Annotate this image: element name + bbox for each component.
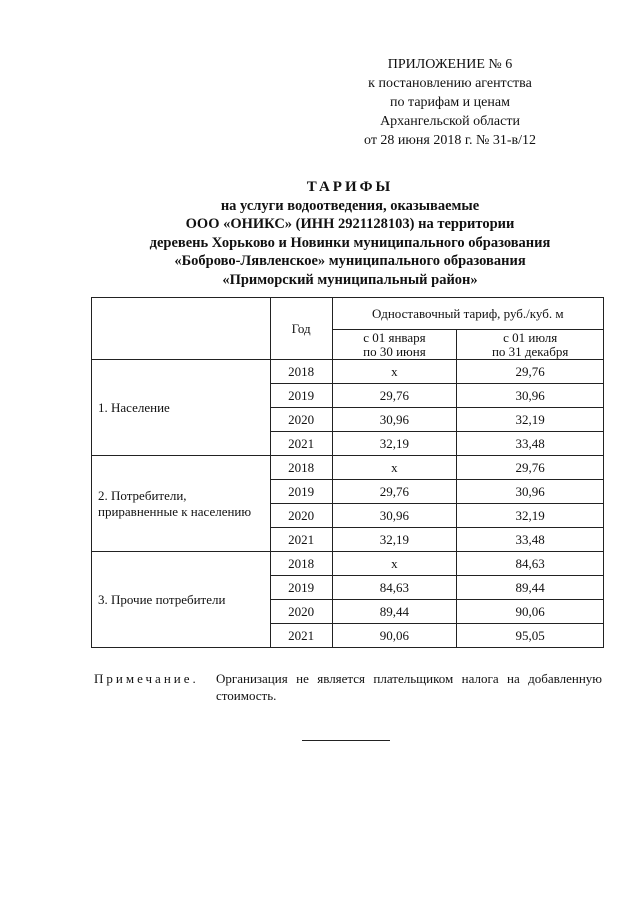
tariff-cell-h1: 90,06: [332, 624, 457, 648]
tariff-cell-h2: 29,76: [457, 456, 604, 480]
category-cell: [92, 456, 271, 552]
appendix-number: ПРИЛОЖЕНИЕ № 6: [387, 57, 513, 72]
year-cell: 2019: [270, 480, 332, 504]
category-label: приравненные к населению: [98, 503, 252, 519]
header-period-2-line: с 01 июля: [503, 329, 558, 345]
tariff-cell-h1: 84,63: [332, 576, 457, 600]
header-period-2-line: по 31 декабря: [491, 343, 569, 359]
tariff-cell-h2: 33,48: [457, 528, 604, 552]
tariff-cell-h2: 32,19: [457, 504, 604, 528]
year-cell: 2020: [270, 600, 332, 624]
tariff-cell-h1: 32,19: [332, 528, 457, 552]
title-line: «Боброво-Лявленское» муниципального образования: [174, 253, 526, 269]
appendix-date: от 28 июня 2018 г. № 31-в/12: [364, 133, 536, 148]
note-label: Примечание.: [94, 671, 199, 686]
tariff-cell-h2: 30,96: [457, 384, 604, 408]
tariff-table: [91, 297, 604, 648]
page-title: ТАРИФЫ: [306, 179, 394, 195]
tariff-cell-h1: 29,76: [332, 384, 457, 408]
tariff-cell-h2: 32,19: [457, 408, 604, 432]
tariff-cell-h1: х: [332, 456, 457, 480]
category-label: 3. Прочие потребители: [98, 591, 226, 607]
category-label: 2. Потребители,: [98, 487, 187, 503]
tariff-cell-h2: 29,76: [457, 360, 604, 384]
tariff-cell-h2: 90,06: [457, 600, 604, 624]
header-tariff: Одноставочный тариф, руб./куб. м: [332, 298, 603, 330]
tariff-cell-h1: х: [332, 360, 457, 384]
closing-divider: [302, 740, 390, 741]
year-cell: 2019: [270, 576, 332, 600]
appendix-line: по тарифам и ценам: [390, 95, 510, 110]
tariff-cell-h1: 30,96: [332, 408, 457, 432]
header-period-1: [332, 330, 457, 360]
tariff-cell-h2: 33,48: [457, 432, 604, 456]
year-cell: 2021: [270, 432, 332, 456]
year-cell: 2018: [270, 456, 332, 480]
title-line: «Приморский муниципальный район»: [222, 271, 478, 288]
header-period-1-line: с 01 января: [363, 329, 426, 345]
year-cell: 2018: [270, 360, 332, 384]
year-cell: 2019: [270, 384, 332, 408]
header-period-1-line: по 30 июня: [363, 343, 426, 359]
title-line: деревень Хорьково и Новинки муниципального образования: [149, 234, 551, 251]
tariff-cell-h2: 89,44: [457, 576, 604, 600]
year-cell: 2021: [270, 624, 332, 648]
appendix-line: к постановлению агентства: [368, 76, 532, 91]
category-cell: [92, 552, 271, 648]
table-row: [92, 456, 604, 480]
note-text: Организация не является плательщиком налога на добавленную стоимость.: [216, 671, 602, 703]
tariff-cell-h1: х: [332, 552, 457, 576]
header-year: Год: [270, 298, 332, 360]
tariff-cell-h1: 29,76: [332, 480, 457, 504]
year-cell: 2020: [270, 408, 332, 432]
tariff-cell-h1: 30,96: [332, 504, 457, 528]
appendix-header: [330, 55, 570, 150]
category-label: 1. Население: [98, 399, 170, 415]
tariff-cell-h1: 89,44: [332, 600, 457, 624]
header-period-2: [457, 330, 604, 360]
title-line: ООО «ОНИКС» (ИНН 2921128103) на территории: [185, 216, 515, 232]
table-row: [92, 360, 604, 384]
table-row: [92, 552, 604, 576]
tariff-cell-h2: 30,96: [457, 480, 604, 504]
title-line: на услуги водоотведения, оказываемые: [220, 197, 480, 214]
category-cell: [92, 360, 271, 456]
year-cell: 2021: [270, 528, 332, 552]
tariff-cell-h2: 84,63: [457, 552, 604, 576]
year-cell: 2018: [270, 552, 332, 576]
year-cell: 2020: [270, 504, 332, 528]
tariff-cell-h2: 95,05: [457, 624, 604, 648]
appendix-line: Архангельской области: [380, 114, 520, 129]
tariff-cell-h1: 32,19: [332, 432, 457, 456]
document-title: [60, 178, 640, 289]
header-category-cell: [92, 298, 271, 360]
